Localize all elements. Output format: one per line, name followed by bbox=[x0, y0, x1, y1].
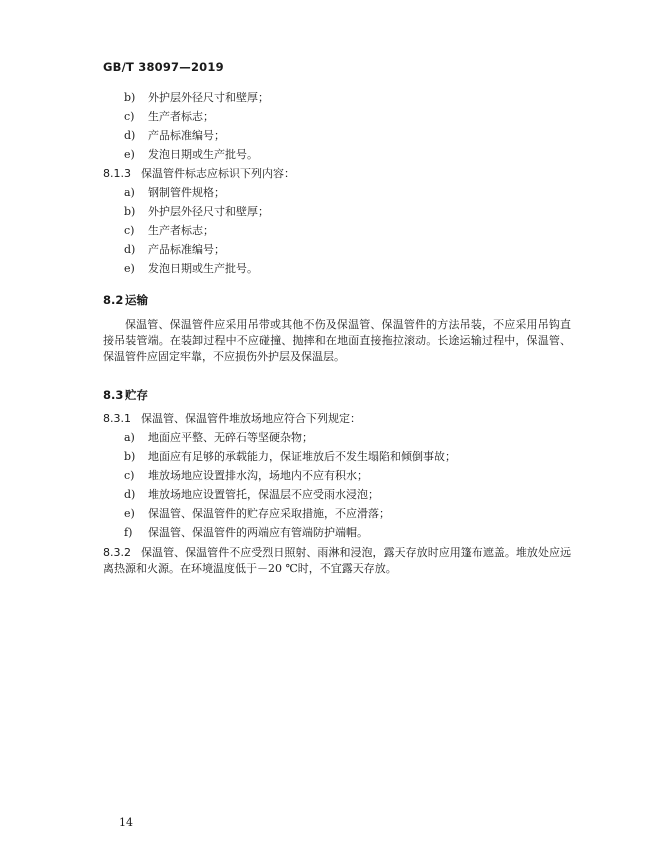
list-marker: d) bbox=[124, 129, 136, 142]
list-marker: d) bbox=[124, 488, 136, 501]
list-item bbox=[124, 148, 258, 162]
list-item bbox=[124, 91, 269, 105]
clause-number: 8.3.1 bbox=[103, 412, 131, 425]
list-text: 发泡日期或生产批号。 bbox=[148, 262, 258, 275]
list-marker: e) bbox=[124, 262, 135, 275]
standard-code-header: GB/T 38097—2019 bbox=[103, 60, 224, 74]
list-marker: c) bbox=[124, 224, 135, 237]
section-title: 运输 bbox=[125, 293, 148, 307]
list-text: 生产者标志； bbox=[148, 224, 214, 237]
list-marker: c) bbox=[124, 469, 135, 482]
list-text: 地面应平整、无碎石等坚硬杂物； bbox=[148, 431, 313, 444]
list-text: 堆放场地应设置管托，保温层不应受雨水浸泡； bbox=[148, 488, 379, 501]
section-number: 8.2 bbox=[103, 293, 124, 307]
list-text: 地面应有足够的承载能力，保证堆放后不发生塌陷和倾倒事故； bbox=[148, 450, 456, 463]
section-heading-8-3 bbox=[103, 388, 148, 402]
clause-8-3-2 bbox=[103, 545, 571, 577]
list-marker: a) bbox=[124, 186, 135, 199]
clause-text: 保温管、保温管件堆放场地应符合下列规定： bbox=[141, 412, 361, 425]
list-text: 产品标准编号； bbox=[148, 129, 225, 142]
list-item bbox=[124, 224, 214, 238]
clause-8-3-1 bbox=[103, 412, 361, 426]
list-item bbox=[124, 186, 225, 200]
list-text: 保温管、保温管件的两端应有管端防护端帽。 bbox=[148, 526, 368, 539]
list-text: 生产者标志； bbox=[148, 110, 214, 123]
clause-text: 保温管、保温管件不应受烈日照射、雨淋和浸泡，露天存放时应用篷布遮盖。堆放处应远离热源和火源。在环境温度低于－20 ℃时，不宜露天存放。 bbox=[103, 546, 571, 575]
section-title: 贮存 bbox=[125, 388, 148, 402]
list-item bbox=[124, 431, 313, 445]
list-item bbox=[124, 488, 379, 502]
list-marker: a) bbox=[124, 431, 135, 444]
list-item bbox=[124, 243, 225, 257]
list-item bbox=[124, 262, 258, 276]
list-marker: b) bbox=[124, 450, 136, 463]
section-number: 8.3 bbox=[103, 388, 124, 402]
transport-paragraph: 保温管、保温管件应采用吊带或其他不伤及保温管、保温管件的方法吊装，不应采用吊钩直接吊装管端。在装卸过程中不应碰撞、抛摔和在地面直接拖拉滚动。长途运输过程中，保温管、保温管件应固定牢靠，不应损伤外护层及保温层。 bbox=[103, 318, 571, 363]
list-text: 钢制管件规格； bbox=[148, 186, 225, 199]
list-item bbox=[124, 110, 214, 124]
list-item bbox=[124, 129, 225, 143]
list-text: 外护层外径尺寸和壁厚； bbox=[148, 205, 269, 218]
list-marker: c) bbox=[124, 110, 135, 123]
list-item bbox=[124, 507, 390, 521]
list-text: 发泡日期或生产批号。 bbox=[148, 148, 258, 161]
list-text: 堆放场地应设置排水沟，场地内不应有积水； bbox=[148, 469, 368, 482]
list-marker: f) bbox=[124, 526, 133, 539]
clause-number: 8.1.3 bbox=[103, 167, 131, 180]
list-marker: e) bbox=[124, 507, 135, 520]
list-item bbox=[124, 526, 368, 540]
list-marker: b) bbox=[124, 205, 136, 218]
list-item bbox=[124, 205, 269, 219]
list-marker: e) bbox=[124, 148, 135, 161]
section-heading-8-2 bbox=[103, 293, 148, 307]
clause-number: 8.3.2 bbox=[103, 546, 131, 559]
list-item bbox=[124, 450, 456, 464]
list-marker: b) bbox=[124, 91, 136, 104]
list-item bbox=[124, 469, 368, 483]
list-text: 产品标准编号； bbox=[148, 243, 225, 256]
clause-8-1-3 bbox=[103, 167, 295, 181]
list-text: 保温管、保温管件的贮存应采取措施，不应滑落； bbox=[148, 507, 390, 520]
list-marker: d) bbox=[124, 243, 136, 256]
clause-text: 保温管件标志应标识下列内容： bbox=[141, 167, 295, 180]
page-number: 14 bbox=[119, 816, 133, 829]
list-text: 外护层外径尺寸和壁厚； bbox=[148, 91, 269, 104]
